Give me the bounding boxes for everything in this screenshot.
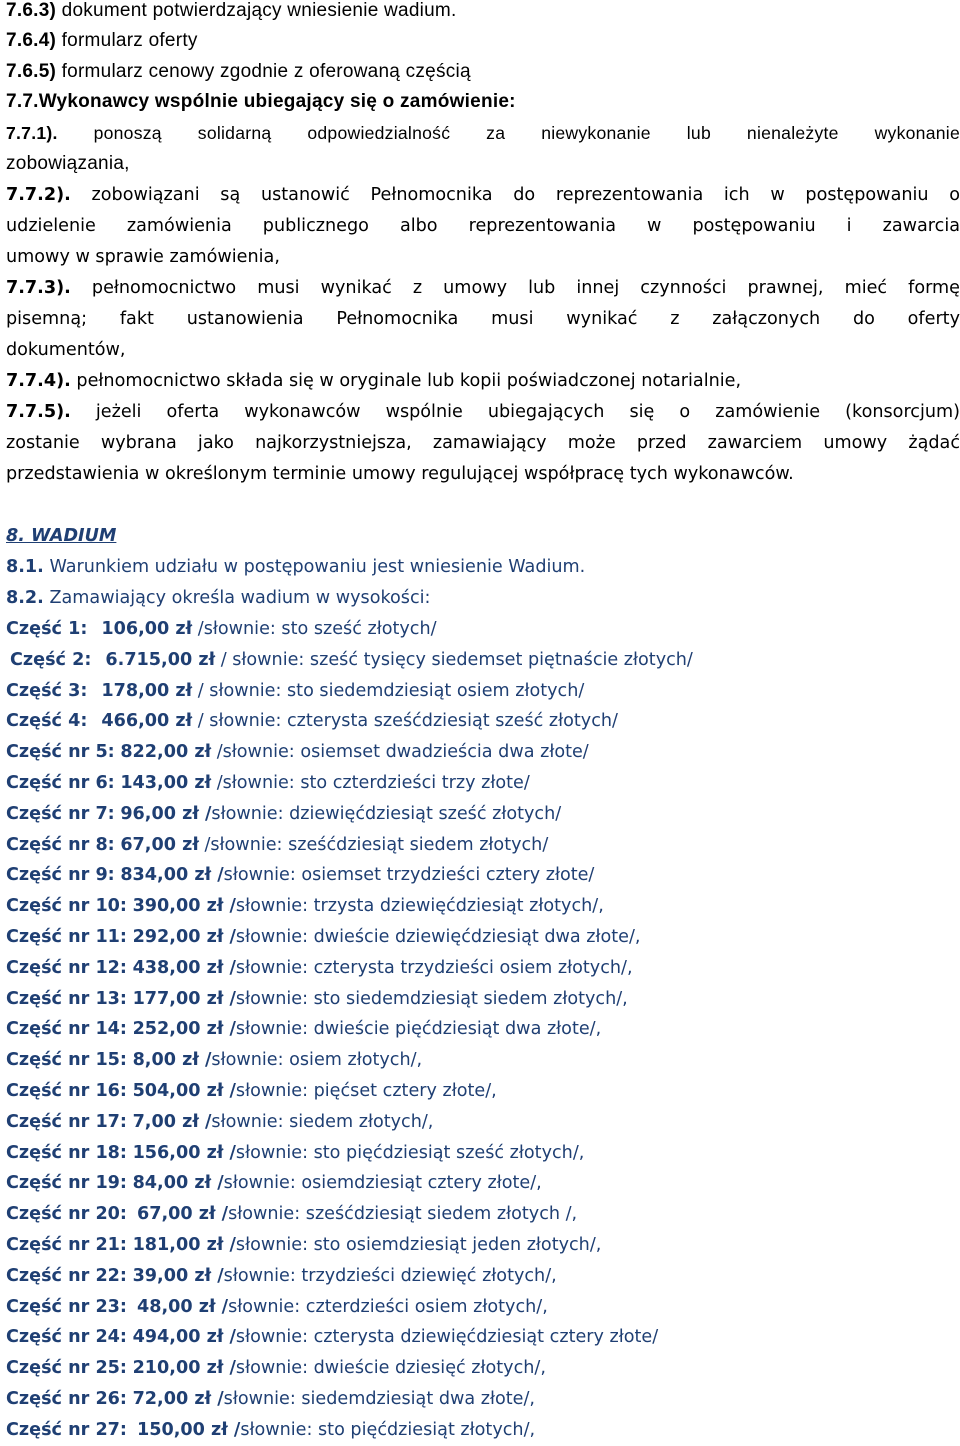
part-amount-in-words: słownie: sto siedemdziesiąt siedem złotych/, (235, 988, 628, 1009)
wadium-part-row (6, 922, 641, 952)
para-7-7-5-line-3: przedstawienia w określonym terminie umowy regulującej współpracę tych wykonawców. (6, 464, 794, 484)
wadium-part-row (6, 1014, 601, 1044)
part-label: Część nr 20: (6, 1204, 127, 1225)
part-label: Część nr 19: (6, 1173, 127, 1194)
para-7-7-1-line-1: 7.7.1). ponoszą solidarną odpowiedzialność za niewykonanie lub nienależyte wykonanie (6, 123, 960, 143)
part-amount: 177,00 zł / (132, 988, 236, 1009)
wadium-part-row (6, 1322, 658, 1352)
wadium-part-row (6, 1384, 535, 1414)
part-amount: 156,00 zł / (132, 1142, 236, 1163)
wadium-part-row (6, 1230, 601, 1260)
part-amount-in-words: słownie: sto osiemdziesiąt jeden złotych/, (235, 1235, 602, 1255)
part-label: Część nr 12: (6, 957, 127, 978)
wadium-part-row (6, 830, 548, 860)
part-amount-in-words: słownie: trzydzieści dziewięć złotych/, (223, 1265, 557, 1286)
part-amount: 106,00 zł (101, 619, 193, 639)
para-7-7-4: 7.7.4). pełnomocnictwo składa się w oryginale lub kopii poświadczonej notarialnie, (6, 371, 742, 391)
wadium-part-row (6, 1076, 497, 1106)
wadium-part-row (6, 1415, 535, 1445)
part-amount: 143,00 zł (120, 773, 212, 793)
part-amount: 181,00 zł / (132, 1235, 236, 1255)
part-label: Część nr 18: (6, 1142, 127, 1163)
wadium-part-row (10, 645, 693, 675)
part-amount-in-words: słownie: czterysta dziewięćdziesiąt cztery złote/ (235, 1327, 659, 1348)
part-amount: 466,00 zł (101, 711, 193, 732)
wadium-part-row (6, 706, 618, 736)
part-amount: 390,00 zł / (132, 896, 236, 917)
wadium-part-row (6, 1045, 422, 1075)
part-amount: 8,00 zł / (132, 1050, 212, 1071)
part-label: Część 1: (6, 619, 88, 639)
part-label: Część nr 8: (6, 834, 115, 855)
part-label: Część nr 13: (6, 988, 127, 1009)
wadium-part-row (6, 676, 584, 706)
wadium-part-row (6, 860, 594, 890)
part-label: Część nr 10: (6, 896, 127, 917)
para-7-7-2-line-2: udzielenie zamówienia publicznego albo reprezentowania w postępowaniu i zawarcia (6, 216, 960, 236)
part-amount-in-words: słownie: dwieście dziewięćdziesiąt dwa złote/, (235, 927, 641, 947)
part-amount: 150,00 zł / (136, 1419, 241, 1440)
part-label: Część nr 15: (6, 1050, 127, 1071)
part-amount-in-words: słownie: trzysta dziewięćdziesiąt złotych/, (235, 896, 604, 917)
para-7-7-3-line-2: pisemną; fakt ustanowienia Pełnomocnika musi wynikać z załączonych do oferty (6, 309, 960, 329)
para-7-7-5-line-1: 7.7.5). jeżeli oferta wykonawców wspólnie ubiegających się o zamówienie (konsorcjum) (6, 402, 960, 422)
part-label: Część 3: (6, 680, 88, 701)
part-label: Część nr 23: (6, 1296, 127, 1317)
wadium-part-row (6, 891, 604, 921)
section-7-7-heading: 7.7.Wykonawcy wspólnie ubiegający się o zamówienie: (6, 91, 516, 112)
part-amount: 178,00 zł (101, 680, 193, 701)
item-7-6-5: 7.6.5) formularz cenowy zgodnie z oferowaną częścią (6, 61, 471, 82)
part-label: Część nr 22: (6, 1265, 127, 1286)
wadium-part-row (6, 1292, 548, 1322)
wadium-part-row (6, 953, 633, 983)
part-amount-in-words: /słownie: sto czterdzieści trzy złote/ (211, 773, 530, 793)
part-amount-in-words: słownie: czterysta trzydzieści osiem złotych/, (235, 957, 633, 978)
part-label: Część nr 25: (6, 1358, 127, 1379)
wadium-part-row (6, 1261, 557, 1291)
part-amount-in-words: / słownie: sześć tysięcy siedemset piętnaście złotych/ (215, 649, 693, 670)
part-amount-in-words: słownie: osiemdziesiąt cztery złote/, (223, 1173, 542, 1194)
para-8-2: 8.2. Zamawiający określa wadium w wysokości: (6, 588, 431, 608)
wadium-part-row (6, 1138, 584, 1168)
section-8-heading: 8. WADIUM (6, 526, 117, 546)
part-amount-in-words: /słownie: osiemset dwadzieścia dwa złote/ (211, 742, 589, 763)
part-label: Część nr 17: (6, 1111, 127, 1132)
part-amount-in-words: słownie: dwieście dziesięć złotych/, (235, 1358, 546, 1379)
wadium-part-row (6, 614, 437, 644)
para-7-7-2-line-1: 7.7.2). zobowiązani są ustanowić Pełnomocnika do reprezentowania ich w postępowaniu o (6, 185, 960, 205)
part-amount-in-words: słownie: sto pięćdziesiąt sześć złotych/, (235, 1142, 585, 1163)
wadium-part-row (6, 1353, 546, 1383)
part-label: Część nr 21: (6, 1235, 127, 1255)
wadium-part-row (6, 737, 589, 767)
part-amount: 292,00 zł / (132, 927, 236, 947)
part-amount: 67,00 zł / (136, 1204, 229, 1225)
part-label: Część nr 27: (6, 1419, 127, 1440)
item-7-6-4: 7.6.4) formularz oferty (6, 30, 198, 51)
wadium-part-row (6, 799, 561, 829)
part-amount: 252,00 zł / (132, 1019, 236, 1040)
wadium-part-row (6, 1107, 433, 1137)
part-amount-in-words: słownie: dziewięćdziesiąt sześć złotych/ (211, 803, 562, 824)
part-amount: 6.715,00 zł (105, 649, 216, 670)
part-amount-in-words: słownie: osiemset trzydzieści cztery złote/ (223, 865, 595, 886)
wadium-part-row (6, 768, 530, 798)
part-amount-in-words: słownie: czterdzieści osiem złotych/, (228, 1296, 548, 1317)
part-label: Część nr 24: (6, 1327, 127, 1348)
part-amount-in-words: słownie: sześćdziesiąt siedem złotych /, (228, 1204, 578, 1225)
para-7-7-2-line-3: umowy w sprawie zamówienia, (6, 247, 280, 267)
part-label: Część nr 5: (6, 742, 115, 763)
part-label: Część 4: (6, 711, 88, 732)
part-amount: 48,00 zł / (136, 1296, 229, 1317)
part-amount: 210,00 zł / (132, 1358, 236, 1379)
part-label: Część nr 9: (6, 865, 115, 886)
para-8-1: 8.1. Warunkiem udziału w postępowaniu jest wniesienie Wadium. (6, 557, 586, 577)
part-amount: 96,00 zł / (120, 803, 212, 824)
part-amount: 438,00 zł / (132, 957, 236, 978)
part-amount: 822,00 zł (120, 742, 212, 763)
part-amount: 7,00 zł / (132, 1111, 212, 1132)
part-label: Część nr 7: (6, 803, 115, 824)
part-amount: 72,00 zł / (132, 1389, 224, 1409)
part-amount-in-words: słownie: sto pięćdziesiąt złotych/, (240, 1419, 536, 1440)
part-amount-in-words: słownie: osiem złotych/, (211, 1050, 423, 1071)
part-label: Część nr 11: (6, 927, 127, 947)
wadium-part-row (6, 1199, 577, 1229)
part-label: Część nr 26: (6, 1389, 127, 1409)
para-7-7-3-line-3: dokumentów, (6, 340, 126, 360)
part-amount-in-words: słownie: pięćset cztery złote/, (235, 1081, 497, 1101)
part-amount: 504,00 zł / (132, 1081, 236, 1101)
para-7-7-1-line-2: zobowiązania, (6, 153, 130, 174)
item-7-6-3: 7.6.3) dokument potwierdzający wniesienie wadium. (6, 0, 457, 21)
part-label: Część nr 6: (6, 773, 115, 793)
para-7-7-3-line-1: 7.7.3). pełnomocnictwo musi wynikać z umowy lub innej czynności prawnej, mieć formę (6, 278, 960, 298)
part-amount-in-words: słownie: siedem złotych/, (211, 1111, 434, 1132)
wadium-part-row (6, 1168, 542, 1198)
part-amount: 39,00 zł / (132, 1265, 224, 1286)
part-amount: 84,00 zł / (132, 1173, 224, 1194)
part-label: Część nr 14: (6, 1019, 127, 1040)
part-amount-in-words: słownie: siedemdziesiąt dwa złote/, (223, 1389, 535, 1409)
part-amount-in-words: słownie: dwieście pięćdziesiąt dwa złote/, (235, 1019, 602, 1040)
part-amount: 67,00 zł (120, 834, 199, 855)
part-label: Część 2: (10, 649, 92, 670)
part-amount-in-words: / słownie: czterysta sześćdziesiąt sześć złotych/ (192, 711, 618, 732)
part-amount-in-words: / słownie: sto siedemdziesiąt osiem złotych/ (192, 680, 585, 701)
para-7-7-5-line-2: zostanie wybrana jako najkorzystniejsza, zamawiający może przed zawarciem umowy żądać (6, 433, 960, 453)
part-amount: 494,00 zł / (132, 1327, 236, 1348)
wadium-part-row (6, 984, 628, 1014)
part-amount: 834,00 zł / (120, 865, 224, 886)
part-amount-in-words: /słownie: sto sześć złotych/ (192, 619, 437, 639)
part-amount-in-words: /słownie: sześćdziesiąt siedem złotych/ (198, 834, 549, 855)
part-label: Część nr 16: (6, 1081, 127, 1101)
